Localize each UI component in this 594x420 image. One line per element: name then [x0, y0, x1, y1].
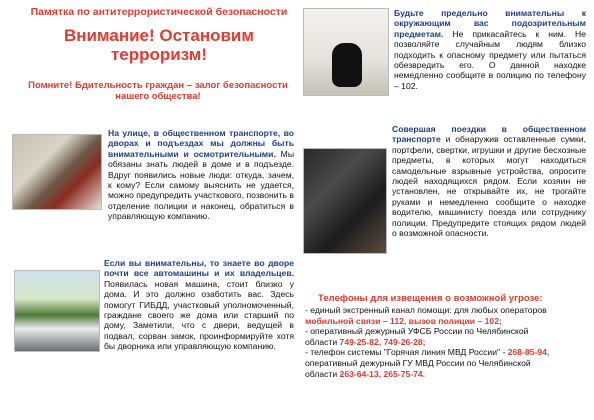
- phone-line-text: области: [305, 336, 338, 347]
- motto: Помните! Бдительность граждан – залог безопасности нашего общества!: [28, 80, 288, 102]
- section-transport-text: и обнаружив оставленные сумки, портфели, свертки, игрушки и другие бесхозные предметы, в которых могут находиться самодельные взрывные устройства, опросите людей находящихся рядом. Если хозяин не установлен, не открывайте их, не трогайте руками и немедленно сообщите о находке водителю, машинисту поезда или сотруднику полиции. Предупредите стоящих рядом людей о возможной опасности.: [392, 134, 587, 239]
- section-yard-lead: Если вы внимательны, то знаете во дворе почти все автомашины и их владельцев.: [104, 258, 294, 279]
- phone-line-text: - телефон системы "Горячая линия МВД России" -: [305, 347, 506, 358]
- section-objects-text: Не прикасайтесь к ним. Не позволяйте случайным людям близко подходить к опасному предмету или пытаться обезвредить его. О данной находке немедленно сообщите в полицию по телефону – 102.: [394, 28, 586, 91]
- phone-number: 112,: [390, 315, 407, 326]
- bag-icon: [332, 43, 362, 87]
- phone-number: 749-25-82, 749-26-28;: [339, 336, 426, 347]
- phone-line-label: вызов полиции –: [408, 315, 483, 326]
- phone-line-mvd: [305, 347, 587, 379]
- section-objects: [394, 8, 586, 91]
- phone-line-text: области: [305, 368, 338, 379]
- person-at-door-image: [12, 134, 102, 210]
- phone-line-fsb: [305, 326, 587, 347]
- phone-line-label: мобильной связи –: [305, 315, 388, 326]
- phone-number: 268-85-94,: [507, 347, 550, 358]
- page-title: Внимание! Остановим терроризм!: [64, 26, 254, 64]
- section-street: [108, 128, 294, 222]
- section-yard: [104, 258, 294, 352]
- parked-cars-image: [14, 270, 100, 352]
- page-supertitle: Памятка по антитеррористической безопасности: [30, 6, 288, 18]
- phone-line-emergency: [305, 305, 587, 326]
- section-yard-text: Появилась новая машина, стоит близко у дома. И это должно озаботить вас. Здесь помогут ГИБДД, участковый уполномоченный, граждане своего же дома или старший по дому, Заметили, что с двери, ведущей в подвал, сорван замок, проинформируйте хотя бы дворника или управляющую компанию.: [104, 278, 294, 352]
- phones-list: [305, 305, 587, 379]
- suspicious-bag-image: [303, 8, 389, 96]
- phone-number: 263-64-13, 265-75-74.: [339, 368, 426, 379]
- phone-number: 102;: [484, 315, 502, 326]
- phone-line-text: оперативный дежурный ГУ МВД России по Челябинской: [305, 357, 531, 368]
- section-street-text: Мы обязаны знать людей в доме и в подъезде. Вдруг появились новые люди: откуда, зачем, к кому? Если самому выяснить не удается, можно предупредить участкового, позвонить в отделение полиции и наконец, обратиться в управляющую компанию.: [108, 148, 294, 222]
- phones-heading: Телефоны для извещения о возможной угрозе:: [318, 293, 543, 304]
- phone-line-text: - единый экстренный канал помощи: для любых операторов: [305, 305, 547, 315]
- phone-line-text: - оперативный дежурный УФСБ России по Челябинской: [305, 326, 529, 337]
- section-transport-lead: Совершая поездки в общественном транспорте: [392, 124, 586, 145]
- section-objects-lead: Будьте предельно внимательны к окружающим вас подозрительным предметам.: [394, 8, 586, 39]
- section-transport: [392, 124, 586, 238]
- abandoned-bag-image: [303, 148, 387, 254]
- section-street-lead: На улице, в общественном транспорте, во дворах и подъездах мы должны быть внимательными и осмотрительными.: [108, 128, 294, 159]
